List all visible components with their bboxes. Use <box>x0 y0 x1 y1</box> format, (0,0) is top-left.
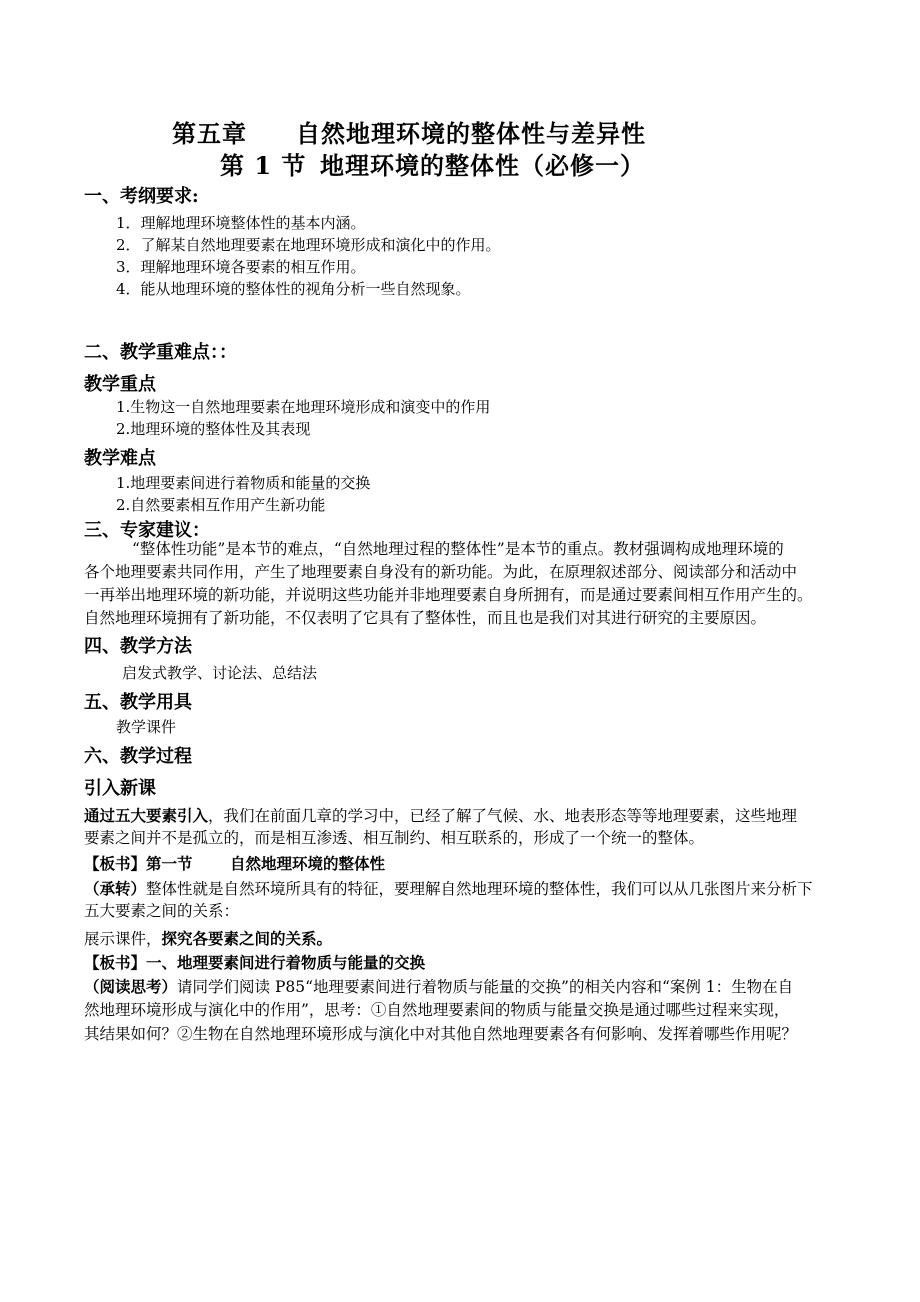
courseware-text: 展示课件， <box>84 930 162 948</box>
key-points-heading: 教学重点 <box>84 374 156 395</box>
syllabus-heading: 一、考纲要求: <box>84 186 199 207</box>
intro-lead: 通过五大要素引入 <box>84 806 209 825</box>
teaching-method-text: 启发式教学、讨论法、总结法 <box>122 664 318 682</box>
intro-text: ，我们在前面几章的学习中，已经了解了气候、水、地表形态等等地理要素，这些地理 <box>208 807 798 825</box>
board-note-text: 自然地理环境的整体性 <box>230 854 386 873</box>
difficult-point-item: 2.自然要素相互作用产生新功能 <box>116 496 326 514</box>
teaching-aids-heading: 五、教学用具 <box>84 692 192 713</box>
teaching-process-heading: 六、教学过程 <box>84 746 192 767</box>
chapter-title: 自然地理环境的整体性与差异性 <box>296 119 646 148</box>
courseware-emphasis: 探究各要素之间的关系。 <box>161 929 333 948</box>
transition-lead: （承转） <box>84 879 147 898</box>
courseware-line <box>84 927 332 951</box>
intro-heading: 引入新课 <box>84 778 156 799</box>
difficult-points-heading: 教学难点 <box>84 448 156 469</box>
transition-text: 整体性就是自然环境所具有的特征，要理解自然地理环境的整体性，我们可以从几张图片来分析下 <box>146 880 813 898</box>
board-note-2: 【板书】一、地理要素间进行着物质与能量的交换 <box>84 953 426 972</box>
reading-paragraph-line <box>84 975 793 999</box>
teaching-method-heading: 四、教学方法 <box>84 636 192 657</box>
expert-advice-line: “整体性功能”是本节的难点，“自然地理过程的整体性”是本节的重点。教材强调构成地理环境的 <box>132 540 784 558</box>
expert-advice-line: 各个地理要素共同作用，产生了地理要素自身没有的新功能。为此，在原理叙述部分、阅读部分和活动中 <box>84 563 798 581</box>
transition-paragraph-line <box>84 877 813 901</box>
chapter-number: 第五章 <box>172 119 247 148</box>
expert-advice-line: 自然地理环境拥有了新功能，不仅表明了它具有了整体性，而且也是我们对其进行研究的主要原因。 <box>84 609 767 627</box>
section-title: 地理环境的整体性（必修一） <box>320 151 645 180</box>
key-point-item: 1.生物这一自然地理要素在地理环境形成和演变中的作用 <box>116 398 491 416</box>
teaching-aids-text: 教学课件 <box>116 718 177 736</box>
intro-paragraph-line <box>84 804 797 828</box>
syllabus-item: 4．能从地理环境的整体性的视角分析一些自然现象。 <box>116 280 471 298</box>
reading-lead: （阅读思考） <box>84 977 178 996</box>
reading-paragraph-line: 其结果如何？②生物在自然地理环境形成与演化中对其他自然地理要素各有何影响、发挥着哪些作用呢？ <box>84 1025 798 1043</box>
difficult-point-item: 1.地理要素间进行着物质和能量的交换 <box>116 474 371 492</box>
expert-advice-line: 一再举出地理环境的新功能，并说明这些功能并非地理要素自身所拥有，而是通过要素间相互作用产生的。 <box>84 586 813 604</box>
transition-paragraph-line: 五大要素之间的关系： <box>84 902 240 920</box>
intro-paragraph-line: 要素之间并不是孤立的，而是相互渗透、相互制约、相互联系的，形成了一个统一的整体。 <box>84 829 705 847</box>
key-point-item: 2.地理环境的整体性及其表现 <box>116 420 311 438</box>
syllabus-item: 3．理解地理环境各要素的相互作用。 <box>116 258 366 276</box>
board-note-label: 【板书】第一节 <box>84 854 193 873</box>
reading-text: 请同学们阅读 P85“地理要素间进行着物质与能量的交换”的相关内容和“案例 1：生物在自 <box>177 978 794 996</box>
reading-paragraph-line: 然地理环境形成与演化中的作用”，思考：①自然地理要素间的物质与能量交换是通过哪些过程来实现， <box>84 1001 790 1019</box>
syllabus-item: 1．理解地理环境整体性的基本内涵。 <box>116 214 366 232</box>
section-number: 第 1 节 <box>220 151 307 180</box>
key-difficult-heading: 二、教学重难点：： <box>84 342 237 363</box>
syllabus-item: 2．了解某自然地理要素在地理环境形成和演化中的作用。 <box>116 236 501 254</box>
expert-advice-heading: 三、专家建议： <box>84 520 210 541</box>
